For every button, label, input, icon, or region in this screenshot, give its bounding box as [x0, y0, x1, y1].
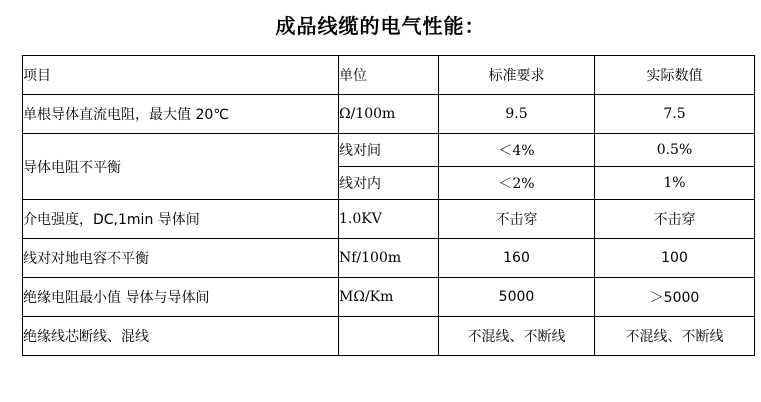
header-actual: 实际数值	[595, 56, 755, 95]
table-row	[23, 278, 755, 317]
row-standard: ＜2%	[439, 167, 595, 200]
row-item: 导体电阻不平衡	[23, 134, 339, 200]
row-unit	[339, 317, 439, 356]
row-unit: MΩ/Km	[339, 278, 439, 317]
row-standard: 不混线、不断线	[439, 317, 595, 356]
row-unit: 线对间	[339, 134, 439, 167]
row-actual: 7.5	[595, 95, 755, 134]
row-item: 介电强度，DC,1min 导体间	[23, 200, 339, 239]
row-unit: 1.0KV	[339, 200, 439, 239]
row-standard: 9.5	[439, 95, 595, 134]
row-actual: ＞5000	[595, 278, 755, 317]
table-row	[23, 95, 755, 134]
row-unit: 线对内	[339, 167, 439, 200]
row-unit: Ω/100m	[339, 95, 439, 134]
table-row	[23, 134, 755, 167]
header-item: 项目	[23, 56, 339, 95]
row-item: 绝缘电阻最小值 导体与导体间	[23, 278, 339, 317]
table-row	[23, 200, 755, 239]
row-actual: 不击穿	[595, 200, 755, 239]
row-item: 绝缘线芯断线、混线	[23, 317, 339, 356]
table-row	[23, 239, 755, 278]
row-standard: ＜4%	[439, 134, 595, 167]
row-unit: Nf/100m	[339, 239, 439, 278]
row-actual: 1%	[595, 167, 755, 200]
row-actual: 不混线、不断线	[595, 317, 755, 356]
table-header-row	[23, 56, 755, 95]
table-row	[23, 317, 755, 356]
row-standard: 不击穿	[439, 200, 595, 239]
electrical-performance-table	[22, 55, 755, 356]
header-unit: 单位	[339, 56, 439, 95]
header-standard: 标准要求	[439, 56, 595, 95]
row-standard: 5000	[439, 278, 595, 317]
row-actual: 0.5%	[595, 134, 755, 167]
row-item: 单根导体直流电阻，最大值 20℃	[23, 95, 339, 134]
page-title: 成品线缆的电气性能：	[275, 14, 486, 38]
row-item: 线对对地电容不平衡	[23, 239, 339, 278]
row-actual: 100	[595, 239, 755, 278]
row-standard: 160	[439, 239, 595, 278]
